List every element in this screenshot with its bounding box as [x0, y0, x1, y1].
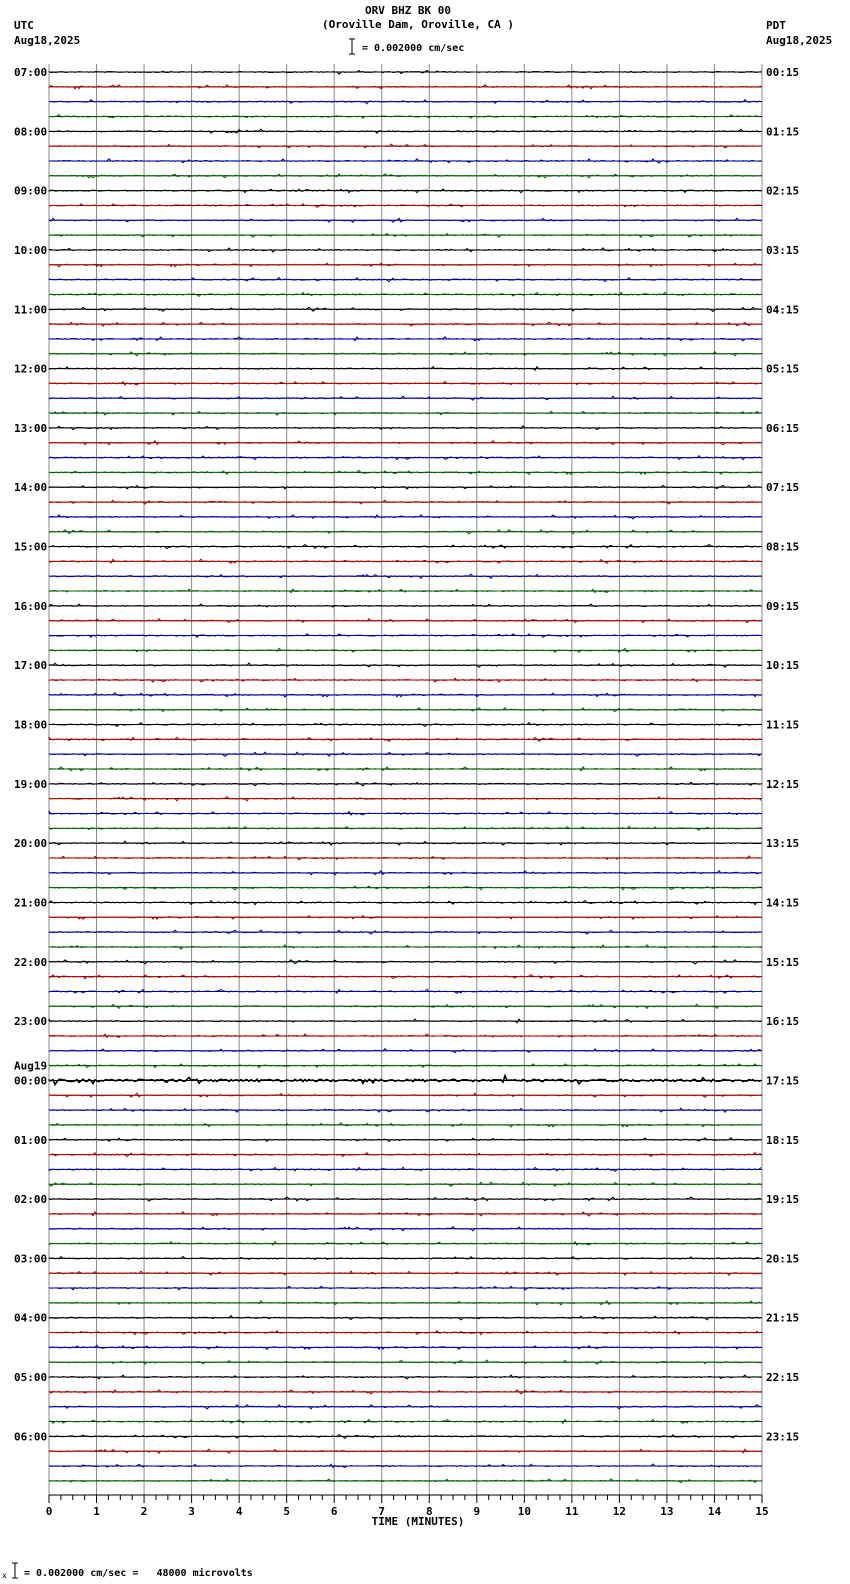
pdt-hour-label: 11:15	[766, 718, 800, 732]
seismic-trace	[49, 648, 761, 652]
seismic-trace	[49, 1093, 761, 1097]
seismic-trace	[49, 544, 761, 548]
seismic-trace	[49, 1004, 761, 1008]
seismic-trace	[49, 218, 761, 222]
seismic-trace	[49, 1167, 761, 1171]
pdt-hour-label: 02:15	[766, 184, 800, 198]
pdt-hour-label: 18:15	[766, 1133, 800, 1147]
pdt-hour-label: 22:15	[766, 1371, 800, 1385]
seismic-trace	[49, 916, 761, 920]
seismic-trace	[49, 1197, 761, 1201]
utc-hour-label: 11:00	[14, 303, 48, 317]
seismic-trace	[49, 708, 761, 712]
seismic-trace	[49, 396, 761, 400]
utc-hour-label: 15:00	[14, 540, 48, 554]
seismic-trace	[49, 515, 761, 519]
utc-hour-label: 12:00	[14, 362, 48, 376]
utc-hour-label: 17:00	[14, 659, 48, 673]
utc-hour-label: 23:00	[14, 1015, 48, 1029]
x-axis-label: TIME (MINUTES)	[371, 1515, 465, 1528]
seismic-trace	[49, 900, 761, 904]
x-tick-label: 1	[93, 1505, 100, 1518]
x-tick-label: 12	[612, 1505, 627, 1518]
pdt-hour-label: 03:15	[766, 243, 800, 257]
seismic-trace	[49, 1390, 761, 1394]
seismic-trace	[49, 886, 761, 890]
seismic-trace	[49, 500, 761, 504]
seismic-trace	[49, 722, 761, 726]
x-tick-label: 13	[660, 1505, 674, 1518]
seismic-trace	[49, 426, 761, 430]
utc-hour-label: 10:00	[14, 243, 48, 257]
seismic-trace	[49, 826, 761, 830]
station-location: (Oroville Dam, Oroville, CA )	[321, 18, 515, 31]
svg-text:x: x	[2, 1571, 7, 1580]
x-tick-label: 15	[755, 1505, 769, 1518]
seismic-trace	[49, 1227, 761, 1231]
utc-hour-label: 08:00	[14, 125, 48, 139]
seismic-trace	[49, 856, 761, 860]
pdt-hour-label: 21:15	[766, 1311, 800, 1325]
utc-hour-label: 03:00	[14, 1252, 48, 1266]
seismic-trace	[49, 307, 761, 311]
seismic-trace	[49, 174, 761, 178]
pdt-hour-label: 14:15	[766, 896, 800, 910]
station-title: ORV BHZ BK 00	[364, 4, 452, 17]
utc-hour-label: 04:00	[14, 1311, 48, 1325]
x-tick-label: 7	[378, 1505, 386, 1518]
x-tick-label: 4	[235, 1505, 243, 1518]
seismic-trace	[49, 204, 761, 208]
seismic-trace	[49, 1375, 761, 1379]
seismic-trace	[49, 841, 761, 845]
seismic-trace	[49, 960, 761, 964]
utc-hour-label: 20:00	[14, 837, 48, 851]
pdt-hour-label: 16:15	[766, 1015, 800, 1029]
x-tick-label: 2	[140, 1505, 148, 1518]
pdt-hour-label: 04:15	[766, 303, 800, 317]
seismic-trace	[49, 367, 761, 371]
seismic-trace	[49, 975, 761, 979]
scale-bar-icon	[349, 39, 355, 54]
right-timezone: PDT	[766, 19, 786, 32]
seismic-trace	[49, 85, 761, 89]
seismic-trace	[49, 1479, 761, 1483]
seismic-trace	[49, 1449, 761, 1453]
seismic-trace	[49, 619, 761, 623]
seismic-trace	[49, 1138, 761, 1142]
seismic-trace	[49, 989, 761, 993]
trace-group	[49, 70, 762, 1482]
seismic-trace	[49, 574, 761, 578]
seismic-trace	[49, 485, 761, 489]
x-tick-label: 5	[283, 1505, 290, 1518]
seismic-trace	[49, 1435, 761, 1439]
utc-hour-label: 22:00	[14, 955, 48, 969]
seismic-trace	[49, 945, 761, 949]
seismic-trace	[49, 782, 761, 786]
pdt-hour-label: 20:15	[766, 1252, 800, 1266]
seismic-trace	[49, 248, 761, 252]
right-date: Aug18,2025	[766, 34, 833, 47]
left-timezone: UTC	[14, 19, 34, 32]
utc-hour-label: 01:00	[14, 1133, 48, 1147]
pdt-hour-label: 12:15	[766, 777, 800, 791]
utc-hour-label: 06:00	[14, 1430, 48, 1444]
utc-hour-label: 02:00	[14, 1193, 48, 1207]
pdt-hour-label: 10:15	[766, 659, 800, 673]
seismic-trace	[49, 530, 761, 534]
seismic-trace	[49, 1286, 761, 1290]
time-axis	[46, 1495, 769, 1528]
pdt-hour-label: 19:15	[766, 1193, 800, 1207]
seismic-trace	[49, 930, 761, 934]
utc-hour-label: 16:00	[14, 599, 48, 613]
utc-hour-label: 09:00	[14, 184, 48, 198]
seismic-trace	[49, 1123, 761, 1127]
pdt-hour-label: 15:15	[766, 955, 800, 969]
x-tick-label: 9	[473, 1505, 481, 1518]
seismic-trace	[49, 797, 761, 801]
seismic-trace	[49, 456, 761, 460]
pdt-hour-label: 08:15	[766, 540, 800, 554]
seismic-trace	[49, 1019, 761, 1023]
utc-hour-label: 05:00	[14, 1371, 48, 1385]
utc-date-label: Aug19	[14, 1059, 48, 1073]
seismic-trace	[49, 189, 761, 193]
x-tick-label: 14	[707, 1505, 722, 1518]
pdt-hour-label: 05:15	[766, 362, 800, 376]
x-tick-label: 6	[330, 1505, 338, 1518]
utc-hour-label: 13:00	[14, 421, 48, 435]
seismic-trace	[49, 1212, 761, 1216]
pdt-hour-label: 17:15	[766, 1074, 800, 1088]
x-tick-label: 0	[45, 1505, 53, 1518]
seismic-trace	[49, 263, 761, 267]
seismic-trace	[49, 1301, 761, 1305]
seismic-trace	[49, 99, 761, 103]
seismic-trace	[49, 1108, 761, 1112]
seismic-trace	[49, 381, 761, 384]
seismic-trace	[49, 1271, 761, 1275]
seismic-trace	[49, 752, 761, 756]
pdt-hour-label: 06:15	[766, 421, 800, 435]
pdt-hour-label: 09:15	[766, 599, 800, 613]
seismic-trace	[49, 1405, 761, 1409]
seismic-trace	[49, 767, 761, 771]
x-tick-label: 10	[517, 1505, 531, 1518]
seismic-trace	[49, 693, 761, 697]
utc-hour-label: 21:00	[14, 896, 48, 910]
footer-scale-bar-icon	[2, 1563, 18, 1580]
seismic-trace	[49, 1464, 761, 1467]
scale-label: = 0.002000 cm/sec	[362, 43, 465, 54]
seismic-trace	[49, 352, 761, 356]
utc-hour-label: 14:00	[14, 481, 48, 495]
seismic-trace	[49, 322, 761, 326]
left-date: Aug18,2025	[14, 34, 81, 47]
seismic-trace	[49, 1076, 761, 1085]
x-tick-label: 11	[565, 1505, 579, 1518]
pdt-hour-label: 01:15	[766, 125, 800, 139]
utc-hour-label: 00:00	[14, 1074, 48, 1088]
pdt-hour-label: 07:15	[766, 481, 800, 495]
utc-hour-label: 19:00	[14, 777, 48, 791]
pdt-hour-label: 00:15	[766, 66, 800, 79]
x-tick-label: 8	[425, 1505, 433, 1518]
seismic-trace	[49, 1153, 761, 1157]
seismic-trace	[49, 441, 761, 445]
pdt-hour-label: 13:15	[766, 837, 800, 851]
footer-scale-note: = 0.002000 cm/sec = 48000 microvolts	[24, 1568, 253, 1579]
seismic-trace	[49, 737, 761, 741]
x-tick-label: 3	[188, 1505, 195, 1518]
utc-hour-label: 18:00	[14, 718, 48, 732]
seismic-trace	[49, 292, 761, 296]
seismic-trace	[49, 115, 761, 119]
pdt-hour-label: 23:15	[766, 1430, 800, 1444]
seismic-trace	[49, 871, 761, 875]
utc-hour-label: 07:00	[14, 66, 48, 79]
